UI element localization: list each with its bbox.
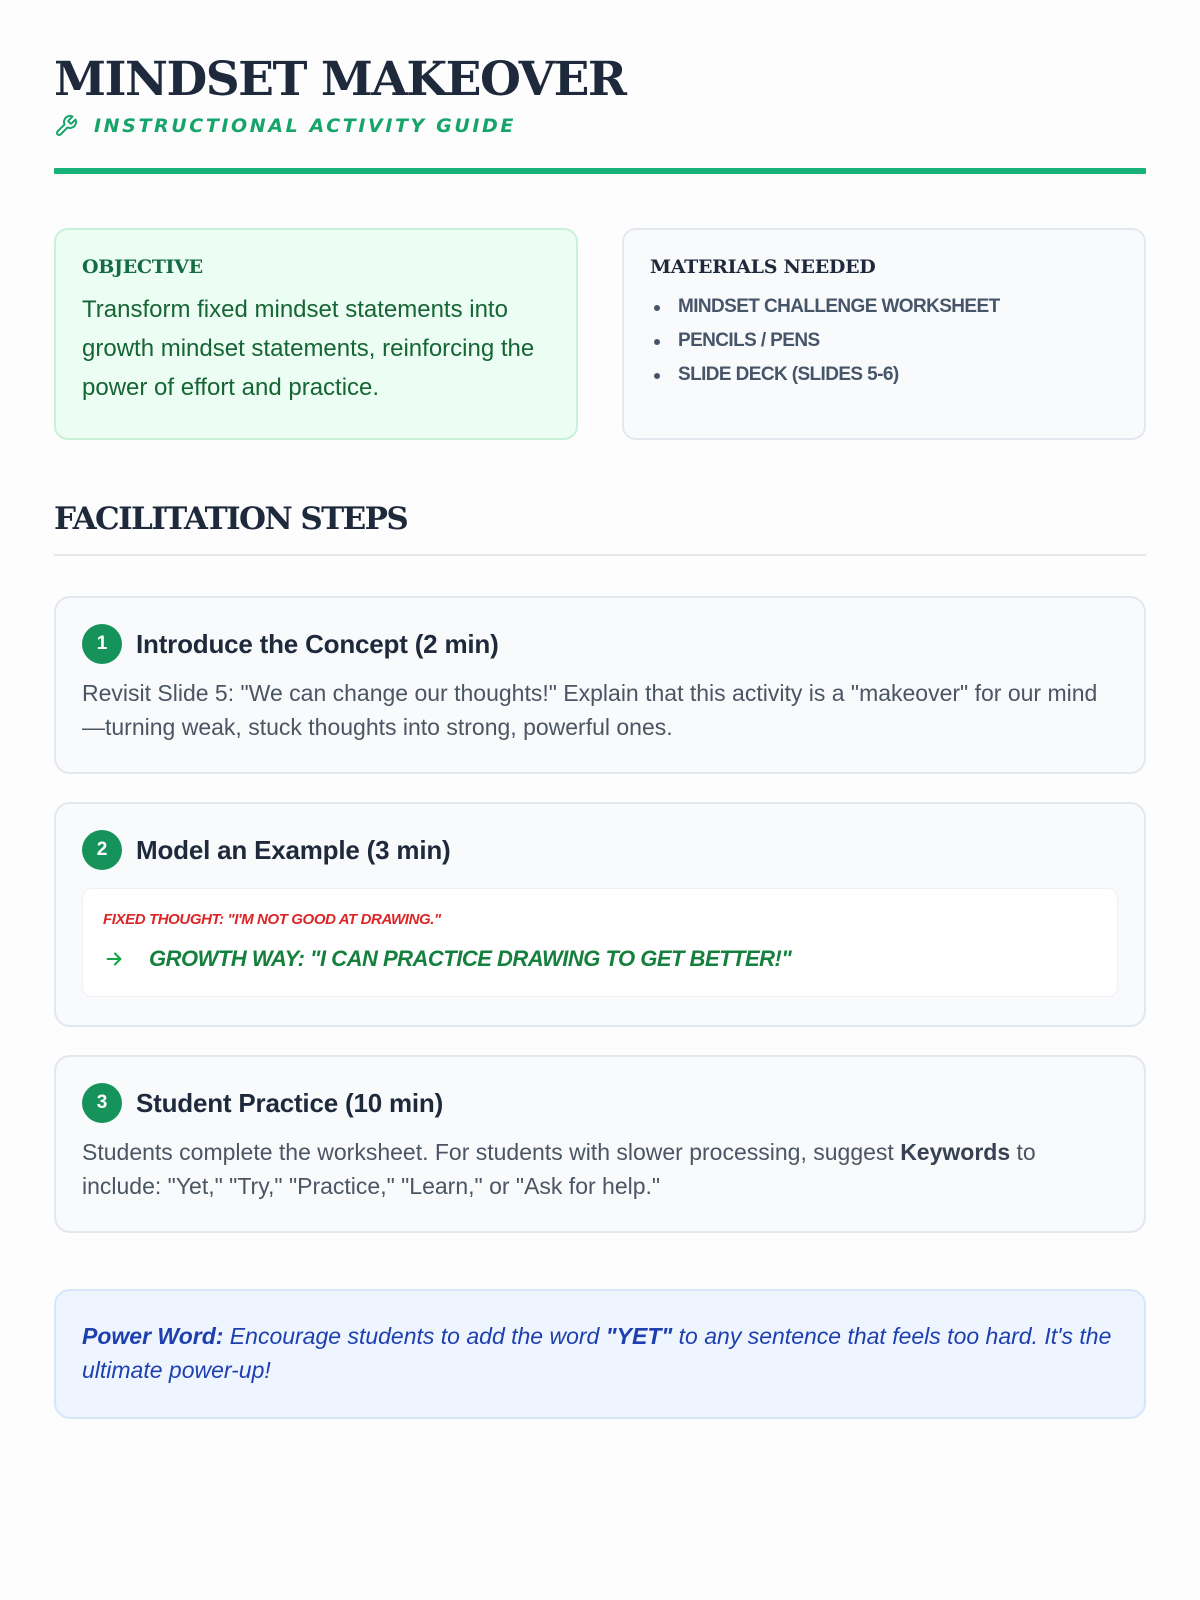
materials-label: MATERIALS NEEDED: [650, 256, 876, 278]
growth-row: [103, 946, 1097, 972]
materials-list: [650, 290, 1118, 392]
objective-text: Transform fixed mindset statements into growth mindset statements, reinforcing the power of effort and practice.: [82, 296, 535, 401]
materials-card: [622, 228, 1146, 440]
step-number-badge: 2: [82, 830, 122, 870]
growth-thought: GROWTH WAY: "I CAN PRACTICE DRAWING TO GET BETTER!": [149, 946, 792, 971]
power-word-label: Power Word:: [82, 1323, 224, 1349]
step-card-3: [54, 1055, 1146, 1233]
power-word-text: Encourage students to add the word: [223, 1323, 606, 1349]
power-word-yet: "YET": [605, 1323, 673, 1349]
step-header: [82, 624, 1118, 664]
step-text: to include: "Yet," "Try," "Practice," "Learn," or "Ask for help.": [82, 1139, 1036, 1199]
arrow-right-icon: [103, 948, 125, 970]
power-word-text: to any sentence that feels too hard. It's the ultimate power-up!: [82, 1323, 1112, 1383]
fixed-thought: FIXED THOUGHT: "I'M NOT GOOD AT DRAWING.": [103, 911, 441, 928]
subtitle-row: [54, 112, 1146, 140]
section-divider: [54, 554, 1146, 556]
header-divider: [54, 168, 1146, 174]
materials-item: MINDSET CHALLENGE WORKSHEET: [650, 290, 1118, 324]
step-title: Student Practice (10 min): [136, 1087, 444, 1118]
overview-cards: [54, 228, 1146, 440]
page-header: [54, 0, 1146, 174]
example-box: [82, 888, 1118, 997]
step-card-1: [54, 596, 1146, 774]
objective-card: [54, 228, 578, 440]
step-title: Introduce the Concept (2 min): [136, 628, 499, 659]
page-title: MINDSET MAKEOVER: [54, 52, 626, 107]
objective-label: OBJECTIVE: [82, 256, 203, 278]
step-card-2: [54, 802, 1146, 1027]
step-description: [82, 1135, 1118, 1203]
materials-item: PENCILS / PENS: [650, 324, 1118, 358]
section-title: FACILITATION STEPS: [54, 501, 408, 537]
step-number-badge: 3: [82, 1083, 122, 1123]
step-title: Model an Example (3 min): [136, 834, 451, 865]
step-header: [82, 830, 1118, 870]
step-header: [82, 1083, 1118, 1123]
power-word-callout: [54, 1289, 1146, 1419]
materials-item: SLIDE DECK (SLIDES 5-6): [650, 358, 1118, 392]
keywords-emphasis: Keywords: [900, 1139, 1011, 1165]
step-number-badge: 1: [82, 624, 122, 664]
step-text: Students complete the worksheet. For students with slower processing, suggest: [82, 1139, 901, 1165]
wrench-icon: [54, 114, 78, 138]
page-subtitle: INSTRUCTIONAL ACTIVITY GUIDE: [94, 115, 516, 137]
step-description: Revisit Slide 5: "We can change our thoughts!" Explain that this activity is a "makeover" for our mind—turning weak, stuck thoughts into strong, powerful ones.: [82, 680, 1098, 740]
facilitation-section-header: [54, 496, 1146, 556]
